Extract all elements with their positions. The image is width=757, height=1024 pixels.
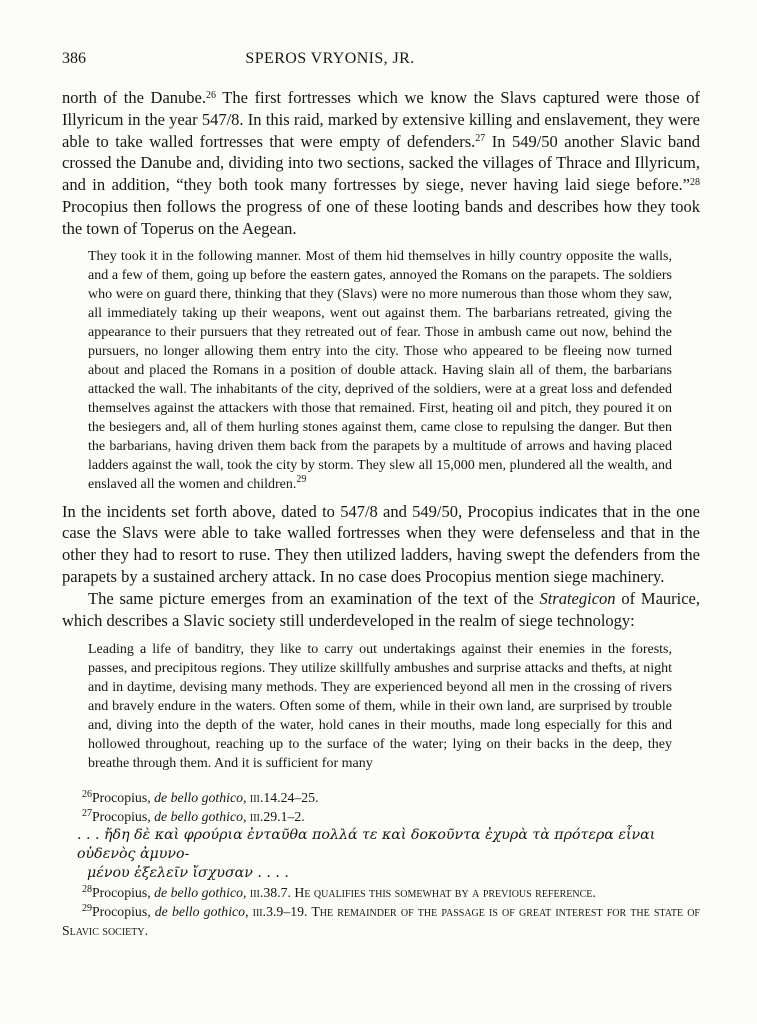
footnote-28 (62, 883, 700, 902)
footnote-28-number: 28 (82, 883, 92, 895)
block-quote-procopius (88, 247, 672, 494)
footnote-28-citation: , iii.38.7. He qualifies this somewhat by a previous reference. (243, 885, 596, 901)
footnote-26-number: 26 (82, 788, 92, 800)
block-quote-strategicon: Leading a life of banditry, they like to carry out undertakings against their enemies in the forests, passes, and precipitous regions. They utilize skillfully ambushes and surprise attacks and thefts, at night and in daytime, devising many methods. They are experienced beyond all men in the crossing of rivers and bravely endure in the waters. Often some of them, while in their own land, are surprised by trouble and, diving into the depth of the water, hold canes in their mouths, made long especially for this and hollowed throughout, reaching up to the surface of the water; lying on their backs in the deep, they breathe through them. And it is sufficient for many (88, 642, 672, 772)
page-number: 386 (62, 50, 86, 67)
footnote-29 (62, 902, 700, 940)
footnote-27-work-title: de bello gothico (154, 809, 243, 825)
footnote-26 (62, 788, 700, 807)
footnotes-section (62, 788, 700, 940)
paragraph-3-text: The same picture emerges from an examination of the text of the (88, 588, 540, 608)
paragraph-1 (62, 87, 700, 240)
footnote-ref-28: 28 (690, 176, 700, 188)
block-quote-text: They took it in the following manner. Most of them hid themselves in hilly country opposite the walls, and a few of them, going up before the eastern gates, annoyed the Romans on the parapets. The soldiers who were on guard there, thinking that they (Slavs) were no more numerous than those whom they saw, all immediately taking up their weapons, went out against them. The barbarians retreated, giving the appearance to their pursuers that they retreated out of fear. Those in ambush came out now, behind the pursuers, no longer allowing them entry into the city. Those who appeared to be fleeing now turned about and placed the Romans in a position of double attack. Having slain all of them, the barbarians attacked the wall. The inhabitants of the city, deprived of the soldiers, were at a great loss and defended themselves against the attackers with those that remained. First, heating oil and pitch, they poured it on the besiegers and, all of them hurling stones against them, came close to repulsing the danger. But then the barbarians, having driven them back from the parapets by a multitude of arrows and having placed ladders against the wall, took the city by storm. They slew all 15,000 men, plundered all the wealth, and enslaved all the women and children. (88, 248, 672, 492)
paragraph-1-text: Procopius then follows the progress of one of these looting bands and describes how they took the town of Toperus on the Aegean. (62, 196, 700, 238)
footnote-28-text: Procopius, (92, 885, 155, 901)
footnote-29-text: Procopius, (92, 904, 155, 920)
footnote-27-text: Procopius, (92, 809, 155, 825)
paragraph-3-text: of Maurice, which describes a Slavic society still underdeveloped in the realm of siege technology: (62, 588, 700, 630)
footnote-27-greek-quote-line-1: . . . ἤδη δὲ καὶ φρούρια ἐνταῦθα πολλά τε καὶ δοκοῦντα ἐχυρὰ τὰ πρότερα εἶναι οὐδενὸς ἀμυνο- (77, 827, 656, 863)
footnote-26-work-title: de bello gothico (154, 790, 243, 806)
footnote-29-citation: , iii.3.9–19. The remainder of the passage is of great interest for the state of Slavic society. (62, 904, 700, 939)
footnote-ref-26: 26 (206, 89, 216, 101)
footnote-26-citation: , iii.14.24–25. (243, 790, 319, 806)
footnote-27-citation: , iii.29.1–2. (243, 809, 305, 825)
paragraph-3 (62, 588, 700, 632)
footnote-27-number: 27 (82, 807, 92, 819)
work-title-strategicon: Strategicon (539, 588, 616, 608)
paragraph-2: In the incidents set forth above, dated to 547/8 and 549/50, Procopius indicates that in the one case the Slavs were able to take walled fortresses when they were defenseless and that in the other they had to resort to ruse. They then utilized ladders, having swept the defenders from the parapets by a sustained archery attack. In no case does Procopius mention siege machinery. (62, 501, 700, 586)
paragraph-1-text: In 549/50 another Slavic band crossed the Danube and, dividing into two sections, sacked the villages of Thrace and Illyricum, and in addition, “they both took many fortresses by siege, never having laid siege before.” (62, 131, 700, 195)
footnote-ref-27: 27 (475, 133, 486, 145)
footnote-ref-29: 29 (296, 474, 307, 486)
footnote-29-number: 29 (82, 902, 92, 914)
running-title: SPEROS VRYONIS, JR. (245, 50, 415, 67)
footnote-26-text: Procopius, (92, 790, 155, 806)
paragraph-1-text: The first fortresses which we know the Slavs captured were those of Illyricum in the year 547/8. In this raid, marked by extensive killing and enslavement, they were able to take walled fortresses that were empty of defenders. (62, 88, 701, 151)
paragraph-1-text: north of the Danube. (62, 88, 206, 107)
footnote-27 (62, 807, 700, 826)
footnote-28-work-title: de bello gothico (154, 885, 243, 901)
footnote-27-greek-quote-line-2: μένου ἐξελεῖν ἴσχυσαν . . . . (87, 865, 289, 882)
footnote-29-work-title: de bello gothico (154, 904, 246, 920)
page-header (62, 50, 700, 70)
